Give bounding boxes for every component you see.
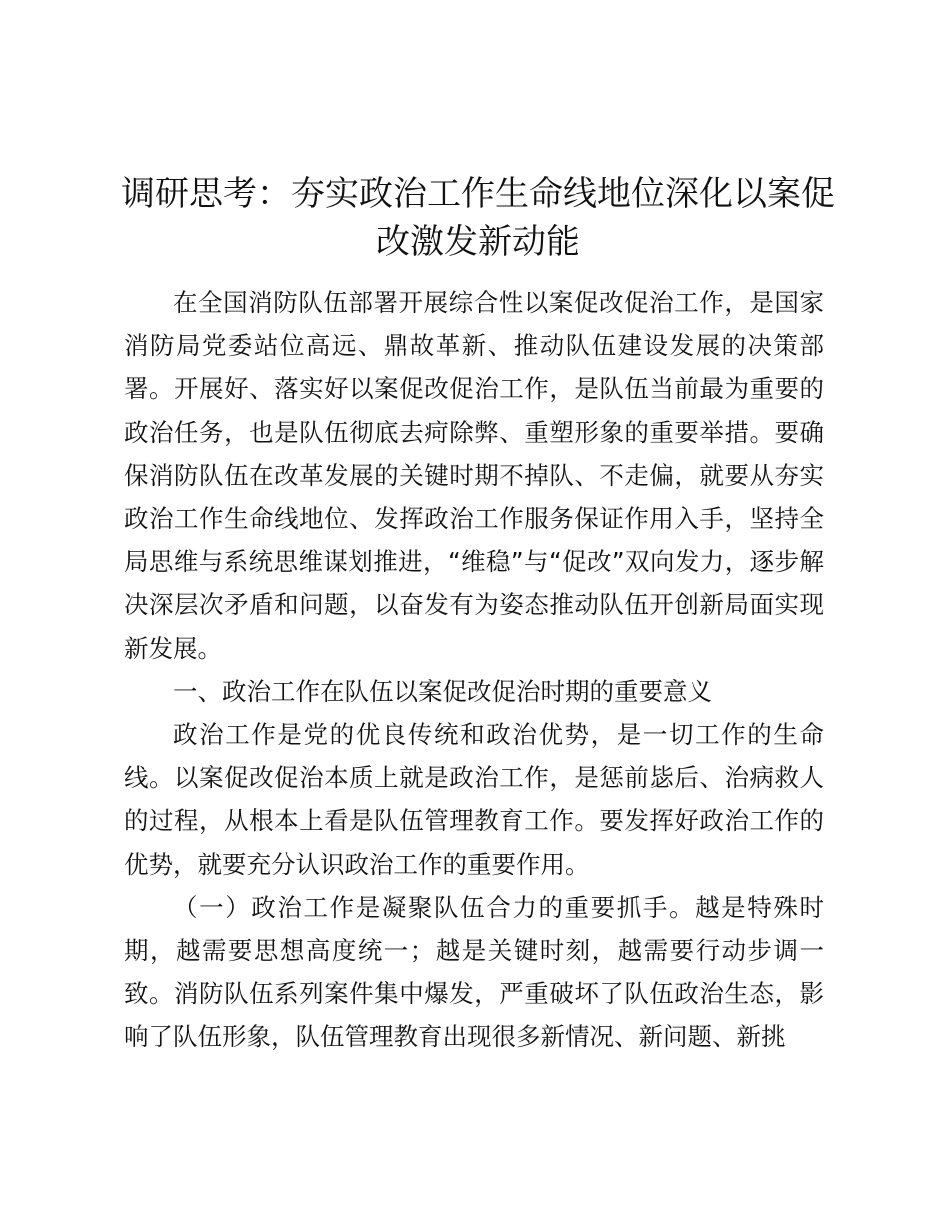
paragraph-section-1: 政治工作是党的优良传统和政治优势，是一切工作的生命线。以案促改促治本质上就是政治工作，是惩前毖后、治病救人的过程，从根本上看是队伍管理教育工作。要发挥好政治工作的优势，就要充分认识政治工作的重要作用。 bbox=[124, 720, 824, 879]
section-heading-1: 一、政治工作在队伍以案促改促治时期的重要意义 bbox=[173, 676, 712, 706]
paragraph-intro: 在全国消防队伍部署开展综合性以案促改促治工作，是国家消防局党委站位高远、鼎故革新、推动队伍建设发展的决策部署。开展好、落实好以案促改促治工作，是队伍当前最为重要的政治任务，也是队伍彻底去疴除弊、重塑形象的重要举措。要确保消防队伍在改革发展的关键时期不掉队、不走偏，就要从夯实政治工作生命线地位、发挥政治工作服务保证作用入手，坚持全局思维与系统思维谋划推进，“维稳”与“促改”双向发力，逐步解决深层次矛盾和问题，以奋发有为姿态推动队伍开创新局面实现新发展。 bbox=[124, 288, 824, 663]
document-body bbox=[124, 281, 824, 1059]
document-title: 调研思考：夯实政治工作生命线地位深化以案促改激发新动能 bbox=[121, 174, 835, 262]
paragraph-subsection-1: （一）政治工作是凝聚队伍合力的重要抓手。越是特殊时期，越需要思想高度统一；越是关键时刻，越需要行动步调一致。消防队伍系列案件集中爆发，严重破坏了队伍政治生态，影响了队伍形象，队伍管理教育出现很多新情况、新问题、新挑 bbox=[124, 892, 824, 1052]
